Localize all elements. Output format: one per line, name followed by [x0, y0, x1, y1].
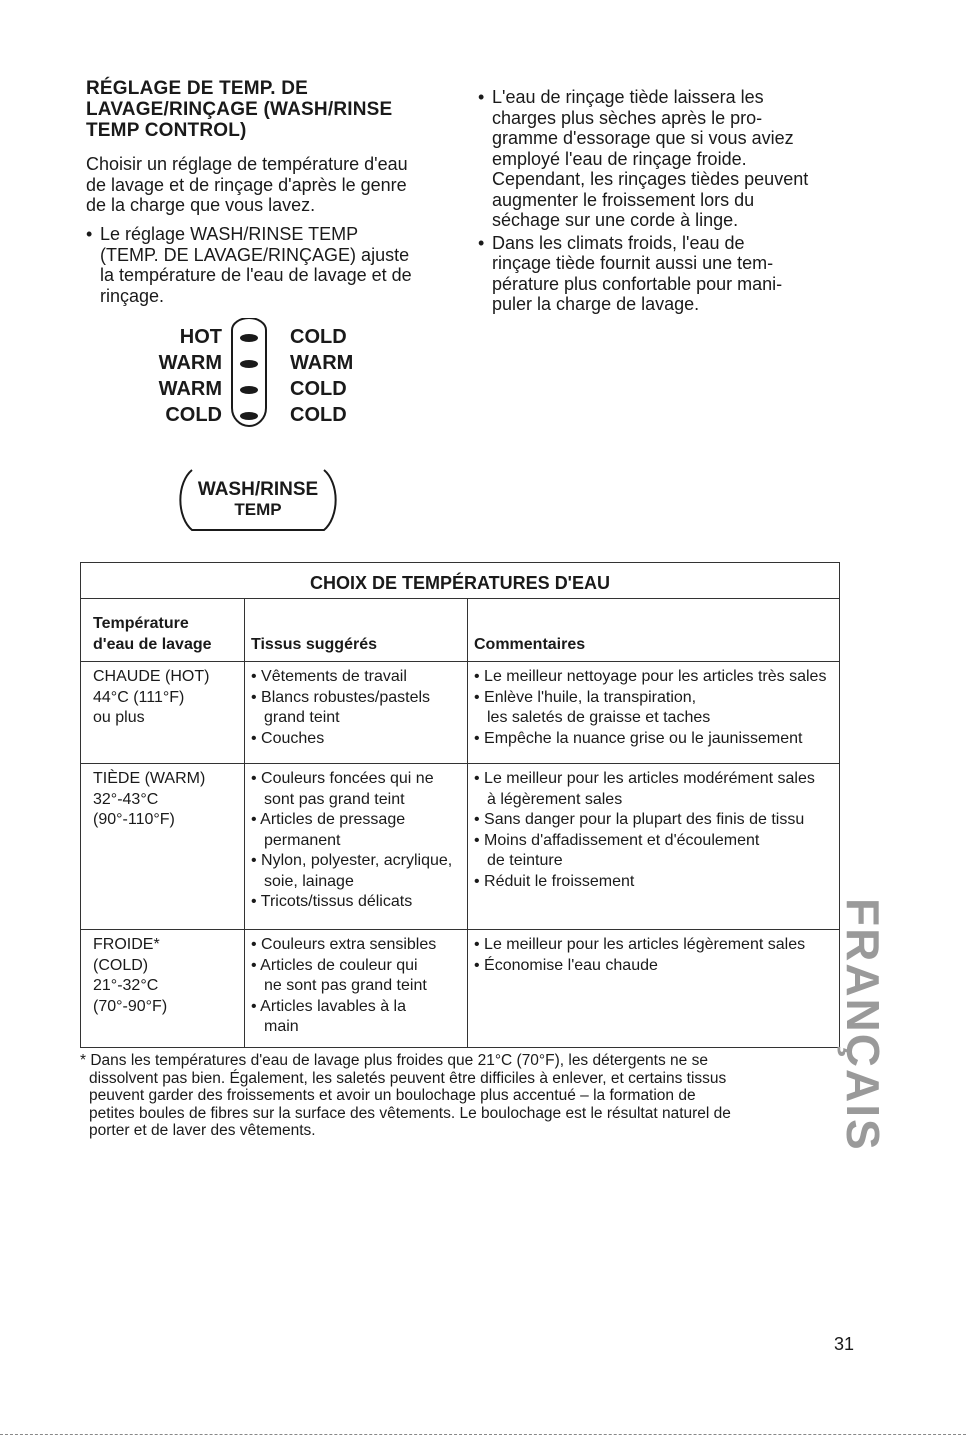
footnote: * Dans les températures d'eau de lavage plus froides que 21°C (70°F), les détergents ne se dissolvent pas bien. Également, les saletés peuvent être difficiles à enlever, et certains tissus peuvent garder des froissements et avoir un boulochage plus accentué – la formation de petites boules de fibres sur la surface des vêtements. Le boulochage est le résultat naturel de porter et de laver des vêtements.	[80, 1052, 731, 1139]
position-dot-icon	[240, 334, 258, 342]
table-row	[81, 930, 840, 1048]
bullet-cold-climates: • Dans les climats froids, l'eau de rinçage tiède fournit aussi une tem- pérature plus confortable pour mani- puler la charge de lavage.	[478, 233, 858, 315]
selector-label: WASH/RINSE TEMP	[197, 479, 319, 519]
page-number: 31	[834, 1334, 855, 1354]
bullet-wash-rinse: • Le réglage WASH/RINSE TEMP (TEMP. DE LAVAGE/RINÇAGE) ajuste la température de l'eau de lavage et de rinçage.	[86, 224, 480, 306]
temp-selector-diagram	[150, 318, 390, 444]
position-dot-icon	[240, 360, 258, 368]
table-title: CHOIX DE TEMPÉRATURES D'EAU	[81, 563, 840, 599]
position-dot-icon	[240, 386, 258, 394]
page-bottom-rule	[0, 1434, 966, 1435]
header-temperature: Température d'eau de lavage	[81, 599, 245, 662]
table-header-row	[81, 599, 840, 662]
water-temp-table	[80, 562, 840, 1048]
bullet-warm-rinse: • L'eau de rinçage tiède laissera les charges plus sèches après le pro- gramme d'essorage que si vous aviez employé l'eau de rinçage froide. Cependant, les rinçages tièdes peuvent augmenter le froissement lors du séchage sur une corde à linge.	[478, 87, 858, 231]
intro-paragraph: Choisir un réglage de température d'eau de lavage et de rinçage d'après le genre de la charge que vous lavez.	[86, 154, 408, 215]
dial-left-labels: HOT WARM WARM COLD	[158, 326, 222, 426]
table-row	[81, 764, 840, 930]
position-dot-icon	[240, 412, 258, 420]
header-comments: Commentaires	[468, 599, 840, 662]
row-fabrics-cell: • Couleurs foncées qui ne sont pas grand teint • Articles de pressage permanent • Nylon, polyester, acrylique, soie, lainage • Tricots/tissus délicats	[245, 764, 468, 930]
language-tab: FRANÇAIS	[837, 898, 889, 1152]
row-comments-cell: • Le meilleur nettoyage pour les articles très sales • Enlève l'huile, la transpiration, les saletés de graisse et taches • Empêche la nuance grise ou le jaunissement	[468, 662, 840, 764]
header-fabrics: Tissus suggérés	[245, 599, 468, 662]
right-column	[478, 87, 858, 315]
wash-rinse-temp-selector[interactable]	[178, 464, 338, 536]
row-fabrics-cell: • Couleurs extra sensibles • Articles de couleur qui ne sont pas grand teint • Articles lavables à la main	[245, 930, 468, 1048]
dial-right-labels: COLD WARM COLD COLD	[290, 326, 354, 426]
row-temp-cell: CHAUDE (HOT) 44°C (111°F) ou plus	[81, 662, 245, 764]
row-comments-cell: • Le meilleur pour les articles légèrement sales • Économise l'eau chaude	[468, 930, 840, 1048]
selector-track-icon	[228, 318, 270, 440]
row-fabrics-cell: • Vêtements de travail • Blancs robustes/pastels grand teint • Couches	[245, 662, 468, 764]
table-row	[81, 662, 840, 764]
section-heading: RÉGLAGE DE TEMP. DE LAVAGE/RINÇAGE (WASH/RINSE TEMP CONTROL)	[86, 78, 393, 141]
row-comments-cell: • Le meilleur pour les articles modérément sales à légèrement sales • Sans danger pour la plupart des finis de tissu • Moins d'affadissement et d'écoulement de teinture • Réduit le froissement	[468, 764, 840, 930]
row-temp-cell: TIÈDE (WARM) 32°-43°C (90°-110°F)	[81, 764, 245, 930]
row-temp-cell: FROIDE* (COLD) 21°-32°C (70°-90°F)	[81, 930, 245, 1048]
